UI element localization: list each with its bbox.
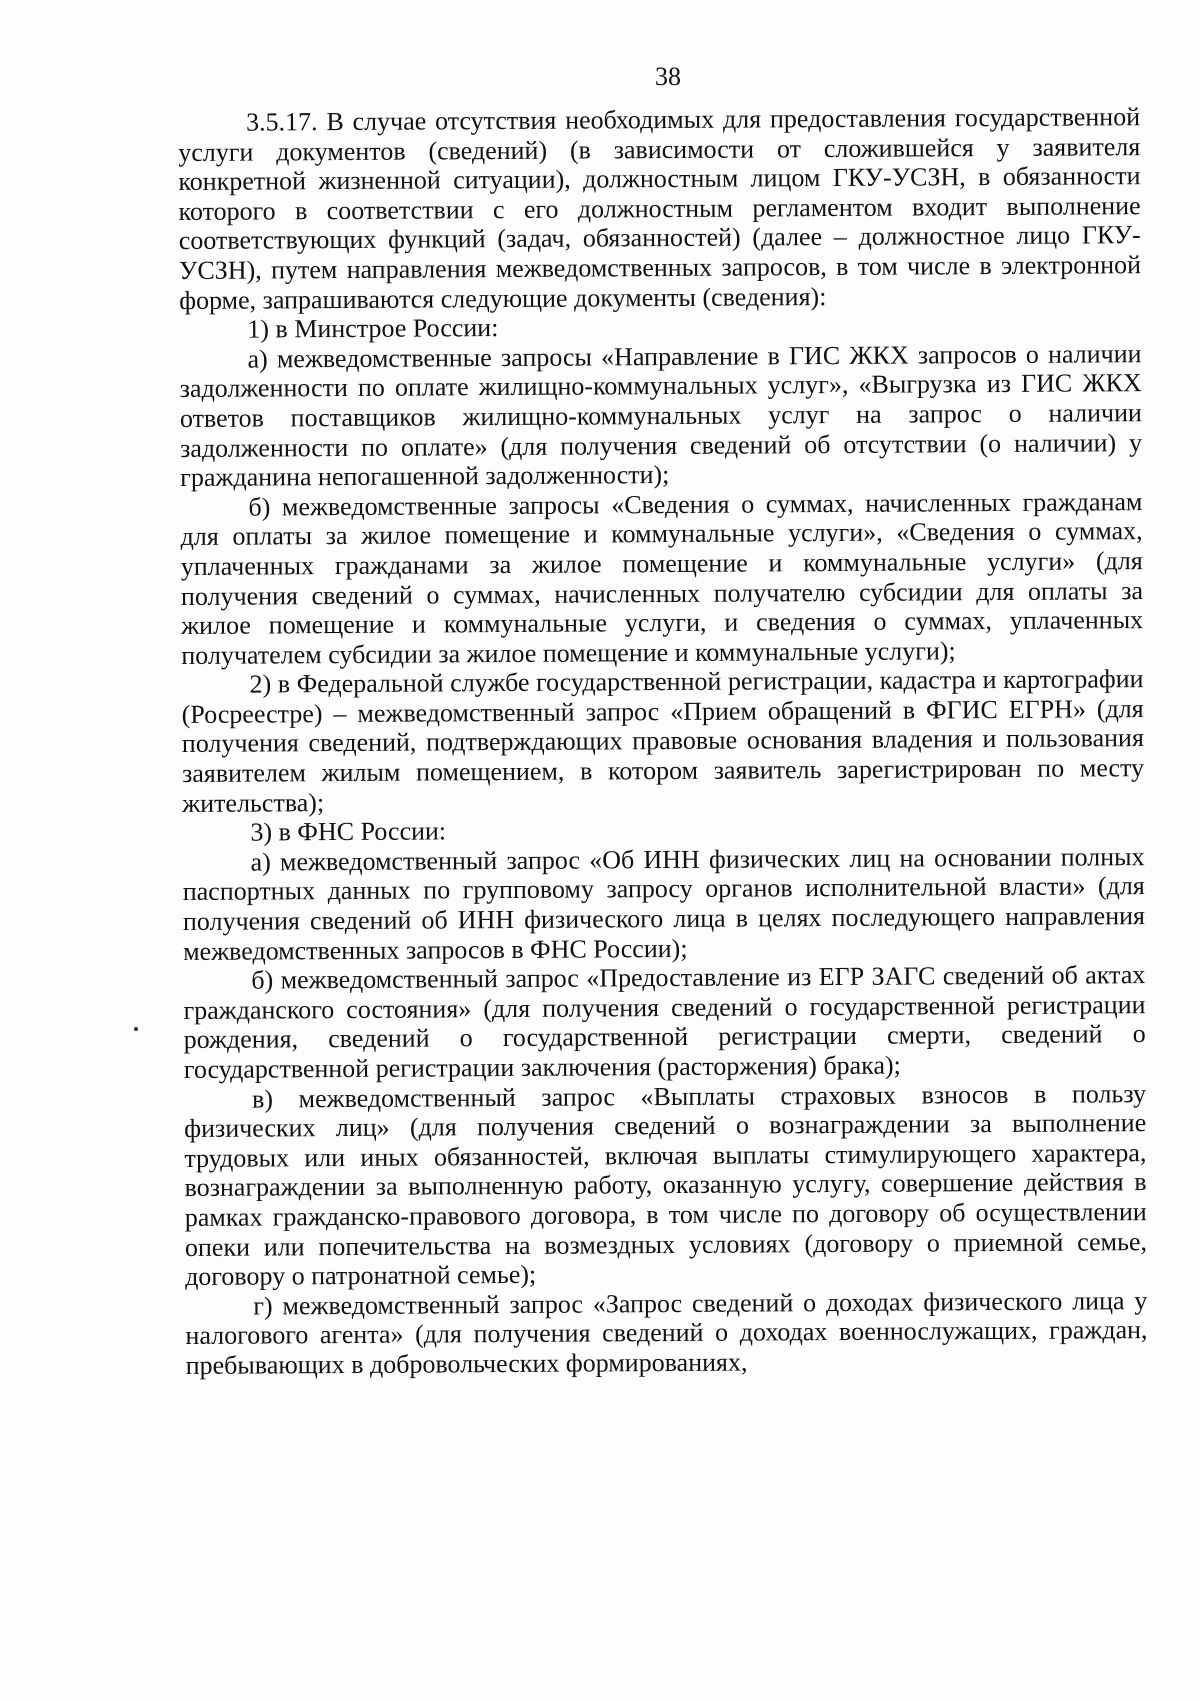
document-body bbox=[178, 102, 1148, 1380]
paragraph-item-1a: а) межведомственные запросы «Направление в ГИС ЖКХ запросов о наличии задолженности по оплате жилищно-коммунальных услуг», «Выгрузка из ГИС ЖКХ ответов поставщиков жилищно-коммунальных услуг на запрос о наличии задолженности по оплате» (для получения сведений об отсутствии (о наличии) у гражданина непогашенной задолженности); bbox=[179, 338, 1143, 493]
paragraph-item-2: 2) в Федеральной службе государственной регистрации, кадастра и картографии (Росреестре) – межведомственный запрос «Прием обращений в ФГИС ЕГРН» (для получения сведений, подтверждающих правовые основания владения и пользования заявителем жилым помещением, в котором заявитель зарегистрирован по месту жительства); bbox=[181, 664, 1145, 818]
paragraph-3-5-17: 3.5.17. В случае отсутствия необходимых для предоставления государственной услуги документов (сведений) (в зависимости от сложившейся у заявителя конкретной жизненной ситуации), должностным лицом ГКУ-УСЗН, в обязанности которого в соответствии с его должностным регламентом входит выполнение соответствующих функций (задач, обязанностей) (далее – должностное лицо ГКУ-УСЗН), путем направления межведомственных запросов, в том числе в электронной форме, запрашиваются следующие документы (сведения): bbox=[178, 102, 1142, 315]
paragraph-item-3g: г) межведомственный запрос «Запрос сведений о доходах физического лица у налогового агента» (для получения сведений о доходах военнослужащих, граждан, пребывающих в добровольческих формированиях, bbox=[185, 1285, 1148, 1380]
paragraph-item-1: 1) в Минстрое России: bbox=[247, 313, 499, 344]
paragraph-item-1b: б) межведомственные запросы «Сведения о суммах, начисленных гражданам для оплаты за жилое помещение и коммунальные услуги», «Сведения о суммах, уплаченных гражданами за жилое помещение и коммунальные услуги» (для получения сведений о суммах, начисленных получателю субсидии для оплаты за жилое помещение и коммунальные услуги, и сведения о суммах, уплаченных получателем субсидии за жилое помещение и коммунальные услуги); bbox=[180, 486, 1144, 670]
page-number: 38 bbox=[655, 62, 681, 91]
paragraph-item-3b: б) межведомственный запрос «Предоставление из ЕГР ЗАГС сведений об актах гражданского состояния» (для получения сведений о государственной регистрации рождения, сведений о государственной регистрации смерти, сведений о государственной регистрации заключения (расторжения) брака); bbox=[183, 960, 1146, 1084]
paragraph-item-3: 3) в ФНС России: bbox=[250, 816, 447, 847]
paragraph-item-3a: а) межведомственный запрос «Об ИНН физических лиц на основании полных паспортных данных по групповому запросу органов исполнительной власти» (для получения сведений об ИНН физического лица в целях последующего направления межведомственных запросов в ФНС России); bbox=[182, 841, 1146, 966]
scan-speck bbox=[134, 1027, 138, 1031]
paragraph-item-3v: в) межведомственный запрос «Выплаты страховых взносов в пользу физических лиц» (для получения сведений о вознаграждении за выполнение трудовых или иных обязанностей, включая выплаты стимулирующего характера, вознаграждении за выполненную работу, оказанную услугу, совершение действия в рамках гражданско-правового договора, в том числе по договору об осуществлении опеки или попечительства на возмездных условиях (договору о приемной семье, договору о патронатной семье); bbox=[184, 1078, 1148, 1292]
